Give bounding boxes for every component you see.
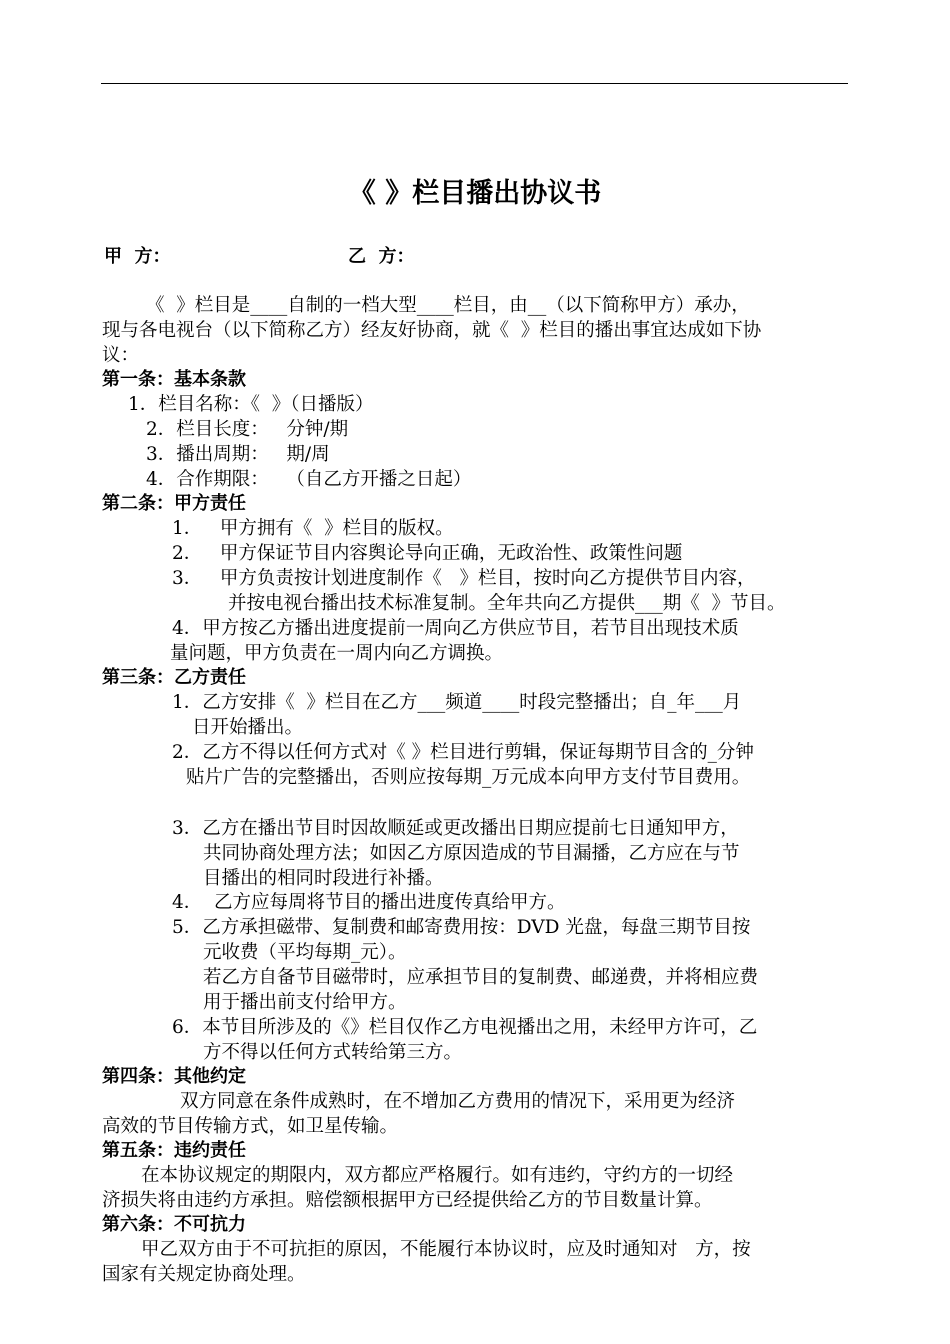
article-2-line: 3． 甲方负责按计划进度制作《 》栏目，按时向乙方提供节目内容， — [172, 568, 756, 589]
article-5-line: 济损失将由违约方承担。赔偿额根据甲方已经提供给乙方的节目数量计算。 — [102, 1190, 713, 1211]
article-3-line: 1．乙方安排《 》栏目在乙方___频道____时段完整播出；自_年___月 — [172, 692, 742, 713]
party-b-label: 乙 方： — [348, 246, 415, 267]
article-3-line: 日开始播出。 — [192, 717, 304, 738]
article-3-line: 6．本节目所涉及的《》栏目仅作乙方电视播出之用，未经甲方许可，乙 — [172, 1017, 758, 1038]
article-3-line: 3．乙方在播出节目时因故顺延或更改播出日期应提前七日通知甲方， — [172, 818, 739, 839]
article-2-line: 并按电视台播出技术标准复制。全年共向乙方提供___期《 》节目。 — [228, 593, 786, 614]
article-3-heading: 第三条：乙方责任 — [102, 667, 246, 688]
article-6-heading: 第六条：不可抗力 — [102, 1214, 246, 1235]
article-3-line: 目播出的相同时段进行补播。 — [203, 868, 444, 889]
article-6-line: 甲乙双方由于不可抗拒的原因，不能履行本协议时，应及时通知对 方，按 — [141, 1239, 751, 1260]
article-4-line: 双方同意在条件成熟时，在不增加乙方费用的情况下，采用更为经济 — [180, 1091, 736, 1112]
intro-line: 现与各电视台（以下简称乙方）经友好协商，就《 》栏目的播出事宜达成如下协 — [102, 320, 762, 341]
article-5-heading: 第五条：违约责任 — [102, 1140, 246, 1161]
article-3-line: 元收费（平均每期_元）。 — [203, 942, 407, 963]
article-3-line: 5．乙方承担磁带、复制费和邮寄费用按：DVD 光盘，每盘三期节目按 — [172, 917, 751, 938]
intro-line: 《 》栏目是____自制的一档大型____栏目，由__（以下简称甲方）承办， — [146, 295, 750, 316]
article-2-heading: 第二条：甲方责任 — [102, 493, 246, 514]
article-3-line: 方不得以任何方式转给第三方。 — [203, 1042, 463, 1063]
article-2-line: 4．甲方按乙方播出进度提前一周向乙方供应节目，若节目出现技术质 — [172, 618, 739, 639]
document-title: 《 》栏目播出协议书 — [348, 178, 602, 209]
article-3-line: 2．乙方不得以任何方式对《 》栏目进行剪辑，保证每期节目含的_分钟 — [172, 742, 754, 763]
article-5-line: 在本协议规定的期限内，双方都应严格履行。如有违约，守约方的一切经 — [141, 1165, 734, 1186]
article-2-line: 量问题，甲方负责在一周内向乙方调换。 — [170, 643, 504, 664]
article-4-heading: 第四条：其他约定 — [102, 1066, 246, 1087]
article-3-line: 共同协商处理方法；如因乙方原因造成的节目漏播，乙方应在与节 — [203, 843, 740, 864]
article-6-line: 国家有关规定协商处理。 — [102, 1264, 306, 1285]
article-1-item: 3．播出周期： 期/周 — [146, 444, 330, 465]
header-rule — [101, 83, 848, 84]
article-2-line: 2． 甲方保证节目内容舆论导向正确，无政治性、政策性问题 — [172, 543, 683, 564]
article-3-line: 若乙方自备节目磁带时，应承担节目的复制费、邮递费，并将相应费 — [203, 967, 759, 988]
article-1-item: 2．栏目长度： 分钟/期 — [146, 419, 349, 440]
article-1-item: 1．栏目名称：《 》（日播版） — [128, 394, 374, 415]
intro-line: 议： — [102, 345, 140, 366]
article-3-line: 贴片广告的完整播出，否则应按每期_万元成本向甲方支付节目费用。 — [186, 767, 751, 788]
article-3-line: 4． 乙方应每周将节目的播出进度传真给甲方。 — [172, 892, 566, 913]
article-1-heading: 第一条：基本条款 — [102, 369, 246, 390]
article-2-line: 1． 甲方拥有《 》栏目的版权。 — [172, 518, 454, 539]
article-1-item: 4．合作期限： （自乙方开播之日起） — [146, 469, 472, 490]
article-3-line: 用于播出前支付给甲方。 — [203, 992, 407, 1013]
article-4-line: 高效的节目传输方式，如卫星传输。 — [102, 1116, 399, 1137]
party-a-label: 甲 方： — [104, 246, 171, 267]
